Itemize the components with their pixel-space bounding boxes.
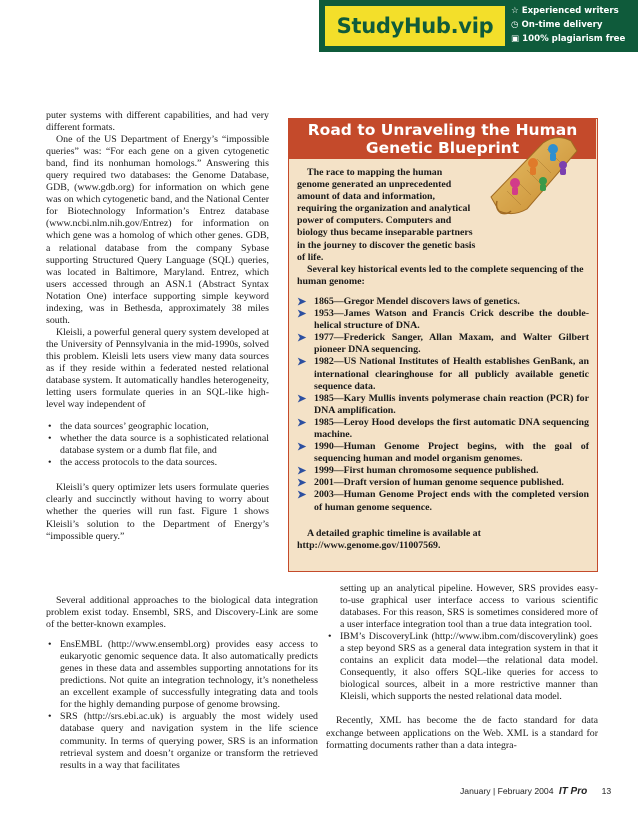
timeline-item: ➤ 1999—First human chromosome sequence published. [297,465,539,478]
body-paragraph: One of the US Department of Energy’s “impossible queries” was: “For each gene on a given cytogenetic band, find its nonhuman homologs.” Answering this query required two databases: the Genome Database, GDB, (www.gdb.org) for information on which gene was on which cytogenetic band, and the National Center for Biotechnology Information’s Entrez database (www.ncbi.nlm.nih.gov/Entrez) for information on which gene was a homolog of which other genes. GDB, a relational database from the company Sybase supporting Structured Query Language (SQL) queries, was located in Baltimore, Maryland. Entrez, which users accessed through an ASN.1 (Abstract Syntax Notation One) interface supporting simple keyword indexing, was in Bethesda, approximately 38 miles south. [46,134,269,326]
list-item: • EnsEMBL (http://www.ensembl.org) provides easy access to eukaryotic genomic sequence data. It also automatically predicts genes in these data and assembles supporting annotations for its predictions. Not quite an integration technology, it’s nonetheless an excellent example of successfully integrating data and tools for the highly demanding purpose of genome browsing. [46,639,318,711]
bullet-list [46,421,269,469]
timeline-item: ➤ 1985—Leroy Hood develops the first automatic DNA sequencing machine. [297,416,589,440]
arrow-right-icon: ➤ [297,332,307,345]
sidebar-box [288,118,598,572]
feature-item: ◷ On-time delivery [511,20,603,30]
feature-item: ▣ 100% plagiarism free [511,34,626,44]
body-paragraph: puter systems with different capabilities, and had very different formats. [46,110,269,134]
magazine-name: IT Pro [558,786,588,797]
timeline-item: ➤ 2003—Human Genome Project ends with the completed version of human genome sequence. [297,489,589,513]
page-footer [460,786,611,797]
timeline-item: ➤ 1990—Human Genome Project begins, with the goal of sequencing human and model organism genomes. [297,441,589,465]
sidebar-title: Road to Unraveling the Human Genetic Blueprint [289,119,596,159]
arrow-right-icon: ➤ [297,356,307,369]
timeline-item: ➤ 1977—Frederick Sanger, Allan Maxam, and Walter Gilbert pioneer DNA sequencing. [297,332,589,356]
clock-icon: ◷ [511,20,522,30]
timeline-item: ➤ 1865—Gregor Mendel discovers laws of genetics. [297,295,520,308]
arrow-right-icon: ➤ [297,308,307,321]
document-check-icon: ▣ [511,34,523,44]
arrow-right-icon: ➤ [297,477,307,490]
timeline-list [297,296,589,514]
ad-banner[interactable] [319,0,638,52]
list-item: • the data sources’ geographic location, [46,421,269,433]
bullet-list [326,631,598,703]
sidebar-intro: The race to mapping the human genome generated an unprecedented amount of data and information, requiring the organization and analytical power of computers. Computers and biology thus became inseparable partners in the journey to discover the genetic basis of life. [297,167,476,263]
arrow-right-icon: ➤ [297,416,307,429]
body-paragraph: Recently, XML has become the de facto standard for data exchange between applications on the Web. XML is a standard for formatting documents rather than a data integra- [326,715,598,751]
sidebar-footer: A detailed graphic timeline is available at http://www.genome.gov/11007569. [297,527,481,551]
bullet-list [46,639,318,772]
list-item: • whether the data source is a sophisticated relational database system or a dumb flat file, and [46,433,269,457]
bottom-left-column [46,595,318,772]
list-item: • the access protocols to the data sources. [46,457,269,469]
body-paragraph: setting up an analytical pipeline. However, SRS provides easy-to-use graphical user interface access to various scientific databases. For this reason, SRS is sometimes considered more of a user interface integration tool than a true data integration tool. [340,583,598,631]
page-number: 13 [601,786,612,796]
brand-logo[interactable]: StudyHub.vip [325,6,505,46]
body-paragraph: Kleisli’s query optimizer lets users formulate queries clearly and succinctly without having to worry about whether the queries will run fast. Figure 1 shows Kleisli’s solution to the Department of Energy’s “impossible query.” [46,482,269,542]
arrow-right-icon: ➤ [297,392,307,405]
left-column [46,110,269,543]
feature-item: ☆ Experienced writers [511,6,619,16]
star-icon: ☆ [511,6,522,16]
timeline-item: ➤ 1985—Kary Mullis invents polymerase chain reaction (PCR) for DNA amplification. [297,392,589,416]
timeline-item: ➤ 1982—US National Institutes of Health establishes GenBank, an international clearinghouse for all publicly available genetic sequence data. [297,356,589,392]
sidebar-body [297,167,589,552]
issue-date: January | February 2004 [460,786,554,796]
feature-list [511,4,636,46]
sidebar-intro-2: Several key historical events led to the complete sequencing of the human genome: [297,263,584,287]
list-item: • SRS (http://srs.ebi.ac.uk) is arguably the most widely used database query and navigation system in the life science community. In terms of querying power, SRS is an information retrieval system and doesn’t organize or transform the retrieved results in a way that facilitates [46,711,318,771]
bottom-right-column [326,583,598,752]
arrow-right-icon: ➤ [297,489,307,502]
arrow-right-icon: ➤ [297,465,307,478]
list-item: • IBM’s DiscoveryLink (http://www.ibm.com/discoverylink) goes a step beyond SRS as a general data integration system in that it contains an explicit data model—the relational data model. Consequently, it also offers SQL-like queries for access to biological sources, albeit in a more restrictive manner than Kleisli, which supports the nested relational data model. [326,631,598,703]
body-paragraph: Kleisli, a powerful general query system developed at the University of Pennsylvania in the mid-1990s, solved this problem. Kleisli lets users view many data sources as if they reside within a federated nested relational database system. It automatically handles heterogeneity, letting users formulate queries in an SQL-like high-level way independent of [46,326,269,411]
arrow-right-icon: ➤ [297,295,307,308]
timeline-item: ➤ 2001—Draft version of human genome sequence published. [297,477,564,490]
body-paragraph: Several additional approaches to the biological data integration problem exist today. Ensembl, SRS, and Discovery-Link are some of the better-known examples. [46,595,318,631]
arrow-right-icon: ➤ [297,441,307,454]
timeline-item: ➤ 1953—James Watson and Francis Crick describe the double-helical structure of DNA. [297,308,589,332]
